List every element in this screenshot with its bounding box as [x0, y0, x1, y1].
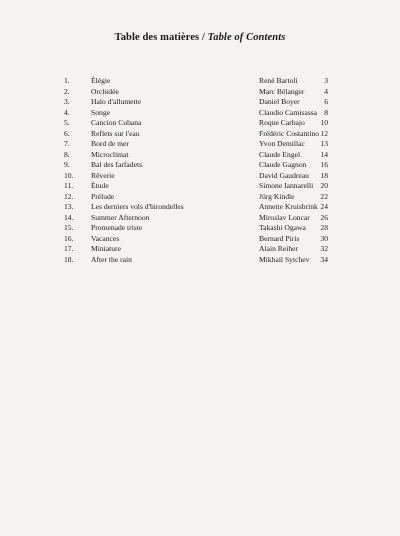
entry-title: Miniature	[91, 244, 121, 253]
entry-title: Élégie	[91, 76, 111, 85]
entry-composer: René Bartoli	[259, 76, 298, 85]
entry-composer: Claude Engel	[259, 149, 301, 159]
entry-page: 8	[324, 107, 328, 117]
entry-page: 18	[320, 170, 328, 180]
entry-title: Promenade triste	[91, 223, 143, 232]
entry-composer: David Gaudreau	[259, 170, 309, 180]
entry-number: 10.	[64, 170, 74, 180]
entry-composer: Jürg Kindle	[259, 191, 295, 201]
entry-composer: Simone Iannarelli	[259, 181, 314, 190]
entry-composer: Frédéric Costantino	[259, 128, 320, 138]
entry-page: 22	[320, 191, 328, 201]
entry-page: 34	[320, 254, 328, 264]
entry-number: 3.	[64, 97, 70, 106]
entry-title: Songe	[91, 107, 110, 117]
entry-page: 12	[320, 128, 328, 138]
entry-title: Les derniers vols d'hirondelles	[91, 202, 184, 211]
entry-number: 13.	[64, 202, 74, 211]
entry-composer: Alain Reiher	[259, 244, 299, 253]
entry-page: 20	[320, 181, 328, 190]
entry-title: Summer Afternoon	[91, 212, 150, 222]
toc-entry	[0, 255, 400, 266]
toc-entry	[0, 108, 400, 119]
entry-title: Vacances	[91, 233, 120, 243]
entry-composer: Claude Gagnon	[259, 160, 307, 169]
toc-entry	[0, 87, 400, 98]
entry-composer: Annette Kruisbrink	[259, 202, 318, 211]
table-of-contents	[0, 76, 400, 265]
entry-composer: Takashi Ogawa	[259, 223, 306, 232]
entry-number: 6.	[64, 128, 70, 138]
entry-number: 17.	[64, 244, 74, 253]
toc-entry	[0, 244, 400, 255]
entry-page: 14	[320, 149, 328, 159]
entry-title: Microclimat	[91, 149, 129, 159]
entry-title: Étude	[91, 181, 109, 190]
toc-entry	[0, 118, 400, 129]
toc-entry	[0, 150, 400, 161]
entry-composer: Roque Carbajo	[259, 118, 305, 127]
toc-entry	[0, 223, 400, 234]
toc-entry	[0, 160, 400, 171]
entry-title: Prélude	[91, 191, 115, 201]
toc-entry	[0, 129, 400, 140]
entry-number: 8.	[64, 149, 70, 159]
entry-page: 6	[324, 97, 328, 106]
entry-title: Bal des farfadets	[91, 160, 143, 169]
entry-title: Rêverie	[91, 170, 115, 180]
entry-composer: Miroslav Loncar	[259, 212, 310, 222]
title-english: Table of Contents	[207, 32, 286, 43]
toc-entry	[0, 192, 400, 203]
entry-composer: Claudio Camisassa	[259, 107, 318, 117]
entry-page: 13	[320, 139, 328, 148]
entry-page: 4	[324, 86, 328, 96]
entry-number: 2.	[64, 86, 70, 96]
entry-number: 4.	[64, 107, 70, 117]
toc-entry	[0, 234, 400, 245]
entry-title: After the rain	[91, 254, 132, 264]
toc-entry	[0, 97, 400, 108]
entry-number: 18.	[64, 254, 74, 264]
entry-title: Cancion Cubana	[91, 118, 142, 127]
entry-number: 14.	[64, 212, 74, 222]
entry-title: Orchidée	[91, 86, 119, 96]
entry-page: 28	[320, 223, 328, 232]
entry-number: 9.	[64, 160, 70, 169]
entry-number: 5.	[64, 118, 70, 127]
entry-page: 16	[320, 160, 328, 169]
entry-page: 30	[320, 233, 328, 243]
entry-number: 1.	[64, 76, 70, 85]
entry-page: 32	[320, 244, 328, 253]
entry-title: Halo d'allumette	[91, 97, 142, 106]
entry-composer: Daniel Boyer	[259, 97, 300, 106]
entry-number: 11.	[64, 181, 74, 190]
entry-page: 3	[324, 76, 328, 85]
entry-composer: Mikhail Sytchev	[259, 254, 310, 264]
toc-entry	[0, 181, 400, 192]
page-title	[0, 32, 400, 43]
toc-entry	[0, 202, 400, 213]
toc-entry	[0, 171, 400, 182]
entry-number: 7.	[64, 139, 70, 148]
entry-number: 15.	[64, 223, 74, 232]
entry-title: Reflets sur l'eau	[91, 128, 140, 138]
entry-number: 16.	[64, 233, 74, 243]
toc-entry	[0, 139, 400, 150]
entry-page: 24	[320, 202, 328, 211]
toc-entry	[0, 213, 400, 224]
title-french: Table des matières	[114, 32, 200, 43]
entry-composer: Bernard Piris	[259, 233, 300, 243]
entry-title: Bord de mer	[91, 139, 129, 148]
entry-number: 12.	[64, 191, 74, 201]
entry-page: 26	[320, 212, 328, 222]
title-separator: /	[199, 32, 208, 43]
entry-composer: Yvon Demillac	[259, 139, 305, 148]
toc-entry	[0, 76, 400, 87]
entry-composer: Marc Bélanger	[259, 86, 305, 96]
entry-page: 10	[320, 118, 328, 127]
